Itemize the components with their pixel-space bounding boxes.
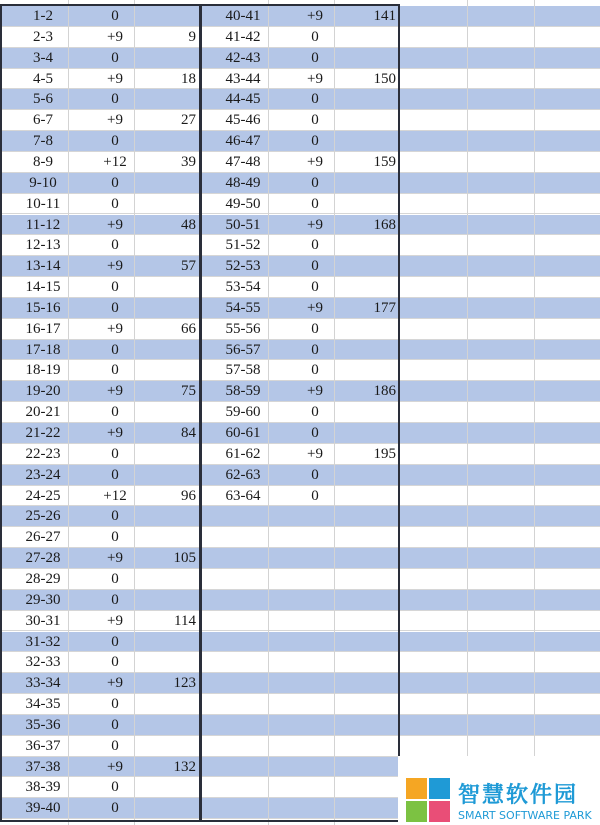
increment-cell[interactable]: 0 [311,112,319,129]
range-cell[interactable]: 1-2 [33,8,53,24]
range-cell[interactable]: 40-41 [225,8,261,24]
total-cell[interactable] [134,340,196,361]
total-cell[interactable] [134,590,196,611]
range-cell[interactable]: 17-18 [25,341,61,358]
total-cell[interactable]: 39 [181,153,196,170]
increment-cell[interactable]: 0 [311,466,319,483]
range-cell[interactable]: 41-42 [225,28,261,45]
increment-cell[interactable]: 0 [111,716,119,733]
increment-cell[interactable]: +9 [107,425,123,441]
increment-cell[interactable]: +9 [107,28,123,45]
total-cell[interactable] [134,89,196,110]
total-cell[interactable] [134,506,196,527]
range-cell[interactable]: 19-20 [25,383,61,400]
increment-cell[interactable]: 0 [311,320,319,337]
total-cell[interactable] [334,277,396,298]
range-cell[interactable]: 50-51 [225,216,261,233]
range-cell[interactable]: 18-19 [25,362,61,379]
total-cell[interactable] [134,131,196,152]
total-cell[interactable] [334,27,396,48]
total-cell[interactable] [134,48,196,69]
range-cell[interactable]: 55-56 [225,320,261,337]
range-cell[interactable]: 2-3 [33,28,53,45]
increment-cell[interactable]: 0 [311,195,319,212]
increment-cell[interactable]: 0 [311,28,319,45]
total-cell[interactable] [334,256,396,277]
total-cell[interactable] [134,277,196,298]
total-cell[interactable] [334,486,396,507]
total-cell[interactable] [134,736,196,757]
total-cell[interactable] [134,777,196,798]
range-cell[interactable]: 8-9 [33,153,53,170]
watermark-logo [398,756,600,825]
range-cell[interactable]: 25-26 [25,508,61,525]
total-cell[interactable] [134,798,196,819]
range-cell[interactable]: 30-31 [25,612,61,629]
range-cell[interactable]: 62-63 [225,466,261,483]
total-cell[interactable] [134,6,196,27]
total-cell[interactable]: 18 [181,70,196,87]
range-cell[interactable]: 61-62 [225,445,261,462]
increment-cell[interactable]: +12 [103,487,127,504]
range-cell[interactable]: 5-6 [33,91,53,108]
total-cell[interactable] [334,423,396,444]
increment-cell[interactable]: 0 [111,404,119,421]
increment-cell[interactable]: 0 [111,779,119,796]
total-cell[interactable] [334,402,396,423]
total-cell[interactable]: 66 [181,320,196,337]
total-cell[interactable]: 195 [373,445,396,462]
total-cell[interactable]: 141 [373,8,396,24]
total-cell[interactable]: 177 [373,299,396,316]
increment-cell[interactable]: +9 [107,70,123,87]
increment-cell[interactable]: 0 [111,362,119,379]
range-cell[interactable]: 22-23 [25,445,61,462]
range-cell[interactable]: 49-50 [225,195,261,212]
range-cell[interactable]: 29-30 [25,591,61,608]
total-cell[interactable] [134,298,196,319]
column-gridline [467,0,468,825]
total-cell[interactable] [334,110,396,131]
range-cell[interactable]: 33-34 [25,675,61,692]
range-cell[interactable]: 54-55 [225,299,261,316]
range-cell[interactable]: 32-33 [25,654,61,671]
increment-cell[interactable]: 0 [311,91,319,108]
range-cell[interactable]: 59-60 [225,404,261,421]
total-cell[interactable] [334,235,396,256]
range-cell[interactable]: 11-12 [25,216,61,233]
range-cell[interactable]: 21-22 [25,425,61,441]
increment-cell[interactable]: 0 [311,341,319,358]
increment-cell[interactable]: +9 [107,612,123,629]
increment-cell[interactable]: 0 [311,404,319,421]
range-cell[interactable]: 3-4 [33,49,53,66]
increment-cell[interactable]: +9 [307,299,323,316]
increment-cell[interactable]: 0 [111,529,119,546]
range-cell[interactable]: 47-48 [225,153,261,170]
range-cell[interactable]: 27-28 [25,550,61,567]
total-cell[interactable]: 84 [181,425,196,441]
total-cell[interactable] [134,632,196,653]
total-cell[interactable]: 96 [181,487,196,504]
increment-cell[interactable]: 0 [111,91,119,108]
total-cell[interactable]: 186 [373,383,396,400]
increment-cell[interactable]: 0 [111,195,119,212]
range-cell[interactable]: 23-24 [25,466,61,483]
increment-cell[interactable]: +9 [307,70,323,87]
range-cell[interactable]: 38-39 [25,779,61,796]
increment-cell[interactable]: +9 [307,445,323,462]
increment-cell[interactable]: 0 [311,258,319,275]
increment-cell[interactable]: 0 [111,633,119,650]
range-cell[interactable]: 63-64 [225,487,261,504]
increment-cell[interactable]: 0 [311,237,319,254]
total-cell[interactable] [334,131,396,152]
increment-cell[interactable]: +9 [107,383,123,400]
increment-cell[interactable]: +9 [107,216,123,233]
total-cell[interactable] [334,360,396,381]
range-cell[interactable]: 44-45 [225,91,261,108]
range-cell[interactable]: 42-43 [225,49,261,66]
range-cell[interactable]: 20-21 [25,404,61,421]
total-cell[interactable]: 105 [173,550,196,567]
range-cell[interactable]: 14-15 [25,279,61,296]
increment-cell[interactable]: 0 [311,279,319,296]
increment-cell[interactable]: 0 [111,174,119,191]
total-cell[interactable] [134,527,196,548]
range-cell[interactable]: 46-47 [225,133,261,150]
range-cell[interactable]: 24-25 [25,487,61,504]
increment-cell[interactable]: +9 [307,153,323,170]
range-cell[interactable]: 9-10 [29,174,57,191]
watermark-subtitle: SMART SOFTWARE PARK [458,809,592,822]
total-cell[interactable] [334,340,396,361]
range-cell[interactable]: 13-14 [25,258,61,275]
increment-cell[interactable]: +9 [107,758,123,775]
increment-cell[interactable]: +9 [307,8,323,24]
range-cell[interactable]: 56-57 [225,341,261,358]
increment-cell[interactable]: 0 [311,487,319,504]
watermark-title: 智慧软件园 [458,783,579,808]
range-cell[interactable]: 37-38 [25,758,61,775]
increment-cell[interactable]: 0 [311,49,319,66]
total-cell[interactable] [134,694,196,715]
range-cell[interactable]: 48-49 [225,174,261,191]
increment-cell[interactable]: 0 [311,133,319,150]
range-cell[interactable]: 6-7 [33,112,53,129]
increment-cell[interactable]: 0 [111,696,119,713]
range-cell[interactable]: 10-11 [25,195,61,212]
range-cell[interactable]: 36-37 [25,737,61,754]
increment-cell[interactable]: 0 [111,279,119,296]
range-cell[interactable]: 53-54 [225,279,261,296]
increment-cell[interactable]: +12 [103,153,127,170]
increment-cell[interactable]: 0 [111,341,119,358]
range-cell[interactable]: 31-32 [25,633,61,650]
total-cell[interactable] [334,319,396,340]
range-cell[interactable]: 26-27 [25,529,61,546]
range-cell[interactable]: 15-16 [25,299,61,316]
increment-cell[interactable]: 0 [311,362,319,379]
four-squares-logo-icon [406,778,452,824]
range-cell[interactable]: 4-5 [33,70,53,87]
total-cell[interactable] [334,89,396,110]
range-cell[interactable]: 39-40 [25,800,61,817]
increment-cell[interactable]: 0 [111,737,119,754]
increment-cell[interactable]: +9 [307,216,323,233]
increment-cell[interactable]: 0 [311,174,319,191]
total-cell[interactable]: 168 [373,216,396,233]
total-cell[interactable]: 75 [181,383,196,400]
increment-cell[interactable]: 0 [111,570,119,587]
increment-cell[interactable]: 0 [111,8,119,24]
range-cell[interactable]: 51-52 [225,237,261,254]
increment-cell[interactable]: +9 [107,258,123,275]
range-cell[interactable]: 12-13 [25,237,61,254]
total-cell[interactable] [134,652,196,673]
total-cell[interactable]: 27 [181,112,196,129]
range-cell[interactable]: 35-36 [25,716,61,733]
total-cell[interactable] [334,173,396,194]
total-cell[interactable] [134,569,196,590]
total-cell[interactable] [334,465,396,486]
range-cell[interactable]: 7-8 [33,133,53,150]
total-cell[interactable] [134,194,196,215]
total-cell[interactable] [134,235,196,256]
total-cell[interactable] [334,194,396,215]
total-cell[interactable]: 159 [373,153,396,170]
total-cell[interactable] [134,360,196,381]
total-cell[interactable]: 48 [181,216,196,233]
total-cell[interactable] [134,444,196,465]
range-cell[interactable]: 34-35 [25,696,61,713]
total-cell[interactable]: 9 [188,28,196,45]
increment-cell[interactable]: +9 [107,675,123,692]
increment-cell[interactable]: 0 [111,591,119,608]
increment-cell[interactable]: 0 [111,445,119,462]
total-cell[interactable]: 132 [173,758,196,775]
increment-cell[interactable]: 0 [111,133,119,150]
increment-cell[interactable]: 0 [111,654,119,671]
range-cell[interactable]: 43-44 [225,70,261,87]
increment-cell[interactable]: 0 [311,425,319,441]
total-cell[interactable] [134,465,196,486]
column-gridline [534,0,535,825]
total-cell[interactable] [134,402,196,423]
increment-cell[interactable]: 0 [111,800,119,817]
total-cell[interactable] [134,715,196,736]
range-cell[interactable]: 57-58 [225,362,261,379]
increment-cell[interactable]: 0 [111,466,119,483]
total-cell[interactable]: 114 [174,612,196,629]
increment-cell[interactable]: +9 [107,112,123,129]
range-cell[interactable]: 60-61 [225,425,261,441]
total-cell[interactable]: 150 [373,70,396,87]
total-cell[interactable] [334,48,396,69]
increment-cell[interactable]: 0 [111,299,119,316]
total-cell[interactable] [134,173,196,194]
range-cell[interactable]: 45-46 [225,112,261,129]
range-cell[interactable]: 52-53 [225,258,261,275]
increment-cell[interactable]: +9 [107,320,123,337]
total-cell[interactable]: 123 [173,675,196,692]
increment-cell[interactable]: +9 [307,383,323,400]
range-cell[interactable]: 28-29 [25,570,61,587]
increment-cell[interactable]: 0 [111,508,119,525]
increment-cell[interactable]: 0 [111,237,119,254]
range-cell[interactable]: 16-17 [25,320,61,337]
increment-cell[interactable]: +9 [107,550,123,567]
range-cell[interactable]: 58-59 [225,383,261,400]
total-cell[interactable]: 57 [181,258,196,275]
increment-cell[interactable]: 0 [111,49,119,66]
